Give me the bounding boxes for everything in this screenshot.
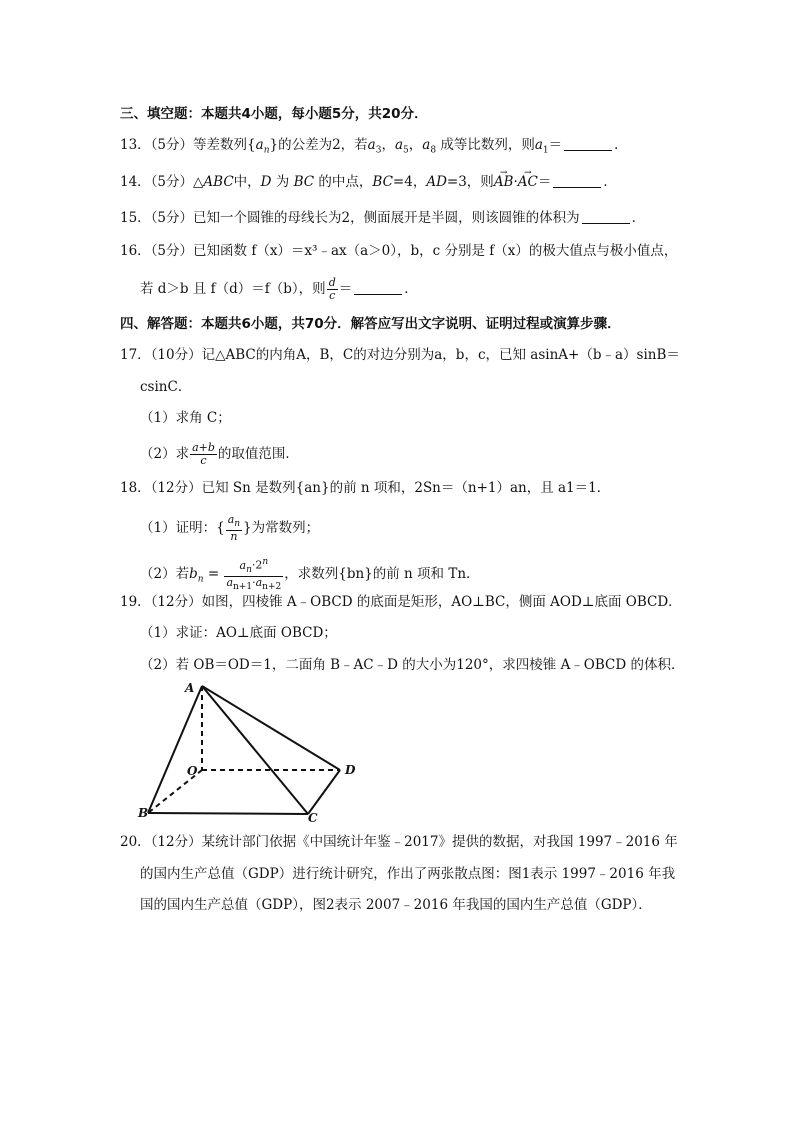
q19-part-1: （1）求证：AO⊥底面 OBCD； [140, 625, 337, 641]
q18-part-2-b: ，求数列{bn}的前 n 项和 Tn． [284, 566, 480, 583]
q15-answer-blank[interactable] [582, 209, 630, 224]
q18-part-2-a: （2）若 [140, 566, 190, 583]
q14-text-c: 为 [275, 174, 290, 190]
label-A: A [185, 681, 195, 695]
question-20 [120, 832, 678, 852]
q16-answer-blank[interactable] [354, 280, 402, 295]
question-16-line2 [140, 277, 418, 302]
q14-text-a: △ [193, 174, 204, 190]
q17-part-2-a: （2）求 [140, 446, 190, 462]
q17-part-1: （1）求角 C； [140, 410, 231, 426]
pyramid-figure [130, 676, 370, 826]
q17-number: 17． [120, 347, 151, 363]
q20-line2: 的国内生产总值（GDP）进行统计研究，作出了两张散点图：图1表示 1997﹣2016 年我 [140, 866, 676, 882]
q13-tail: ． [614, 137, 628, 153]
q18-part-1 [140, 514, 319, 543]
q18-fraction-an-over-n: $\frac{a_n}{n}$ [227, 513, 241, 544]
q19-number: 19． [120, 594, 151, 610]
q13-score: （5分） [150, 137, 194, 153]
q20-number: 20． [120, 834, 151, 850]
q13-number: 13． [120, 137, 151, 153]
q18-number: 18． [120, 480, 151, 496]
q13-text-b: }的公差为2，若 [269, 137, 368, 153]
q16-score: （5分） [150, 243, 194, 259]
q16-line2-b: ＝ [338, 281, 353, 297]
label-B: B [138, 806, 149, 820]
q16-line2-a: 若 d＞b 且 f（d）＝f（b），则 [140, 281, 326, 297]
q14-text-e: =4， [392, 174, 427, 190]
q18-part-1-b: }为常数列； [243, 520, 320, 537]
edge-AC [202, 686, 308, 814]
q15-tail: ． [631, 210, 646, 226]
q13-text-a: 等差数列{ [193, 137, 256, 153]
q17-fraction: $\frac{a+b}{c}$ [192, 441, 215, 467]
q15-score: （5分） [150, 210, 194, 226]
q18-fraction-bn: $\frac{a_n\cdot 2^n}{a_{n+1}\cdot a_{n+2}}$ [226, 557, 282, 593]
q14-tail: ． [603, 174, 617, 190]
q17-line1: 记△ABC的内角A，B，C的对边分别为a，b，c，已知 asinA+（b﹣a）sinB＝ [201, 347, 680, 363]
edge-AD [202, 686, 340, 770]
q20-line1: 某统计部门依据《中国统计年鉴﹣2017》提供的数据，对我国 1997﹣2016 年 [201, 834, 678, 850]
section-4-heading: 四、解答题：本题共6小题，共70分．解答应写出文字说明、证明过程或演算步骤． [120, 316, 621, 332]
question-16 [120, 241, 677, 261]
q18-line1: 已知 Sn 是数列{an}的前 n 项和，2Sn＝（n+1）an，且 a1＝1． [201, 480, 611, 496]
q14-score: （5分） [150, 174, 194, 190]
q14-number: 14． [120, 174, 151, 190]
q13-text-c: 成等比数列，则 [440, 137, 535, 153]
q15-number: 15． [120, 210, 151, 226]
q17-part-2-b: 的取值范围． [217, 446, 299, 462]
q14-text-f: =3，则 [446, 174, 494, 190]
q17-part-2 [140, 442, 299, 467]
q20-line3: 国的国内生产总值（GDP），图2表示 2007﹣2016 年我国的国内生产总值（GDP）． [140, 897, 652, 913]
q18-part-2: （2）若$b_n$ = $\frac{a_n\cdot 2^n}{a_{n+1}\cdot a_{n+2}}$ ，求数列{bn}的前 n 项和 Tn． [140, 557, 480, 593]
q15-text: 已知一个圆锥的母线长为2，侧面展开是半圆，则该圆锥的体积为 [193, 210, 580, 226]
question-13: 13．（5分）等差数列$\{a_n\}$的公差为2，若$a_3$，$a_5$，$a_8$ 成等比数列，则$a_1=$ ． [120, 137, 628, 156]
q16-line1: 已知函数 f（x）＝x³﹣ax（a＞0），b，c 分别是 f（x）的极大值点与极小值点， [193, 243, 678, 259]
q19-score: （12分） [150, 594, 202, 610]
question-18 [120, 478, 610, 498]
question-15 [120, 208, 645, 228]
q13-answer-blank[interactable] [564, 136, 612, 151]
edge-BC [148, 813, 308, 814]
edge-CD [308, 770, 340, 814]
q16-number: 16． [120, 243, 151, 259]
question-19 [120, 592, 682, 612]
q14-text-b: 中， [233, 174, 261, 190]
q14-answer-blank[interactable] [553, 173, 601, 188]
q18-score: （12分） [150, 480, 202, 496]
q19-line1: 如图，四棱锥 A﹣OBCD 的底面是矩形，AO⊥BC，侧面 AOD⊥底面 OBCD． [201, 594, 682, 610]
question-17 [120, 345, 680, 365]
section-3-heading: 三、填空题：本题共4小题，每小题5分，共20分． [120, 106, 428, 122]
edge-AB [148, 686, 202, 813]
q20-score: （12分） [150, 834, 202, 850]
question-14: 14．（5分）△ABC中，D 为 BC 的中点，BC=4，AD=3，则→ AB·→ AC＝ ． [120, 172, 617, 192]
q14-text-d: 的中点， [318, 174, 373, 190]
q17-score: （10分） [150, 347, 202, 363]
q19-part-2: （2）若 OB＝OD＝1，二面角 B﹣AC﹣D 的大小为120°，求四棱锥 A﹣OBCD 的体积． [140, 657, 685, 673]
q17-line2: csinC． [140, 379, 192, 395]
label-D: D [345, 763, 356, 777]
label-O: O [187, 764, 198, 778]
q16-fraction-d-over-c: $\frac{d}{c}$ [328, 276, 336, 302]
q16-tail: ． [404, 281, 418, 297]
label-C: C [308, 811, 318, 825]
q18-part-1-a: （1）证明：{ [140, 520, 225, 537]
